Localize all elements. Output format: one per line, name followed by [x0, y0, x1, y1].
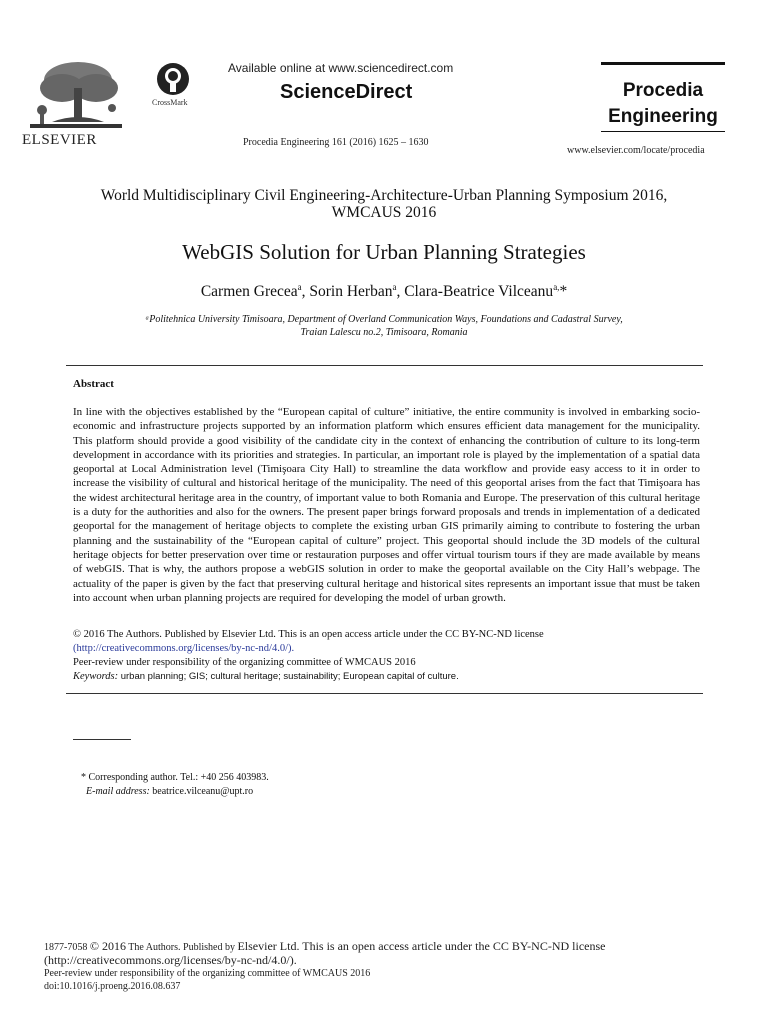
- abstract-body: In line with the objectives established by the “European capital of culture” initiative, the entire community is involved in embarking socio-economic and infrastructure projects supported by an information platform which ensures efficient data management for the municipality. This platform should provide a good visibility of the candidate city in the context of enhancing the contribution of culture to its long-term development in accordance with its priorities and strategies. In particular, an important role is played by the implementation of a spatial data geoportal at Local Administration level (Timişoara City Hall) to streamline the data workflow and provide easy access to it in order to increase the visibility of cultural and historical heritage of the municipality. The need of this geoportal arises from the fact that Timişoara has the widest architectural heritage area in the country, of important value to both Romania and Europe. The preservation of this cultural heritage is a duty for the authorities and also for the owners. The present paper brings forward proposals and trends in implementation of a dedicated geoportal for the management of heritage objects to complete the existing urban GIS primarily aiming to contribute to fostering the urban planning and the sustainability of the “European capital of culture” project. This geoportal should include the 3D models of the cultural heritage objects for better preservation over time or restauration purposes and offer virtual tourism tours if they are made available by means of webGIS. That is why, the authors propose a webGIS solution in order to make the geoportal available on the City Hall’s webpage. The actuality of the paper is given by the fact that preserving cultural heritage and historical sites represents an important issue that must be taken into account when urban planning projects are required for developing the model of urban growth.: [73, 406, 700, 604]
- journal-box-top-rule: [601, 62, 725, 65]
- affiliation-line1: ᵃPolitehnica University Timisoara, Department of Overland Communication Ways, Foundations and Cadastral Survey,: [145, 314, 623, 325]
- license-line: © 2016 The Authors. Published by Elsevier Ltd. This is an open access article under the CC BY-NC-ND license: [73, 629, 544, 640]
- author-2: Sorin Herban: [309, 283, 393, 301]
- paper-title: WebGIS Solution for Urban Planning Strategies: [182, 240, 586, 264]
- journal-title: [603, 78, 723, 130]
- footer-license-link[interactable]: (http://creativecommons.org/licenses/by-nc-nd/4.0/).: [44, 953, 297, 967]
- author-1: Carmen Grecea: [200, 283, 298, 301]
- author-3: Clara-Beatrice Vilceanu: [404, 283, 554, 301]
- footer-peer-review: Peer-review under responsibility of the organizing committee of WMCAUS 2016: [44, 968, 371, 979]
- footer-issn: 1877-7058: [44, 942, 88, 953]
- available-online-text: Available online at www.sciencedirect.com: [228, 61, 454, 75]
- symposium-line2: WMCAUS 2016: [331, 204, 437, 221]
- abstract-top-rule: [66, 365, 703, 366]
- keywords-value: urban planning; GIS; cultural heritage; sustainability; European capital of culture.: [120, 671, 459, 682]
- email-label: E-mail address:: [86, 786, 150, 797]
- author-list: Carmen Grecea$^a$, Sorin Herban$^a$, Clara-Beatrice Vilceanu$^{a,}$*: [200, 282, 568, 301]
- keywords-label: Keywords:: [73, 671, 119, 682]
- journal-box-bottom-rule: [601, 131, 725, 132]
- affiliation: [60, 313, 708, 339]
- footer-copyright: © 2016: [89, 939, 126, 953]
- author-1-affil: a: [297, 282, 302, 292]
- symposium-name: [60, 187, 708, 221]
- journal-title-line2: Engineering: [608, 106, 718, 127]
- symposium-line1: World Multidisciplinary Civil Engineering-Architecture-Urban Planning Symposium 2016,: [100, 187, 668, 204]
- elsevier-tree-logo: [22, 58, 130, 132]
- crossmark-icon[interactable]: [156, 62, 190, 98]
- corresponding-star: *: [559, 283, 568, 301]
- abstract-bottom-rule: [66, 693, 703, 694]
- affiliation-line2: Traian Lalescu no.2, Timisoara, Romania: [300, 327, 468, 338]
- abstract-heading: Abstract: [73, 378, 114, 390]
- page-footer: [44, 940, 605, 993]
- author-2-affil: a: [392, 282, 397, 292]
- sciencedirect-logo[interactable]: ScienceDirect: [280, 81, 413, 103]
- author-3-affil: a,: [553, 282, 560, 292]
- journal-citation: Procedia Engineering 161 (2016) 1625 – 1630: [243, 137, 429, 148]
- corresponding-author: * Corresponding author. Tel.: +40 256 403983.: [81, 772, 269, 783]
- email-address[interactable]: beatrice.vilceanu@upt.ro: [152, 786, 254, 797]
- journal-title-line1: Procedia: [622, 80, 704, 101]
- publisher-name: ELSEVIER: [22, 132, 97, 148]
- peer-review-line: Peer-review under responsibility of the organizing committee of WMCAUS 2016: [73, 657, 416, 668]
- license-block: [73, 628, 544, 684]
- footer-authors: The Authors. Published by: [128, 942, 235, 953]
- crossmark-label: CrossMark: [152, 98, 188, 107]
- footnote: [81, 771, 269, 799]
- footnote-rule: [73, 739, 131, 740]
- footer-elsevier: Elsevier Ltd. This is an open access article under the CC BY-NC-ND license: [237, 939, 606, 953]
- journal-url[interactable]: www.elsevier.com/locate/procedia: [567, 145, 705, 156]
- license-link[interactable]: (http://creativecommons.org/licenses/by-nc-nd/4.0/).: [73, 643, 295, 654]
- footer-doi[interactable]: doi:10.1016/j.proeng.2016.08.637: [44, 981, 181, 992]
